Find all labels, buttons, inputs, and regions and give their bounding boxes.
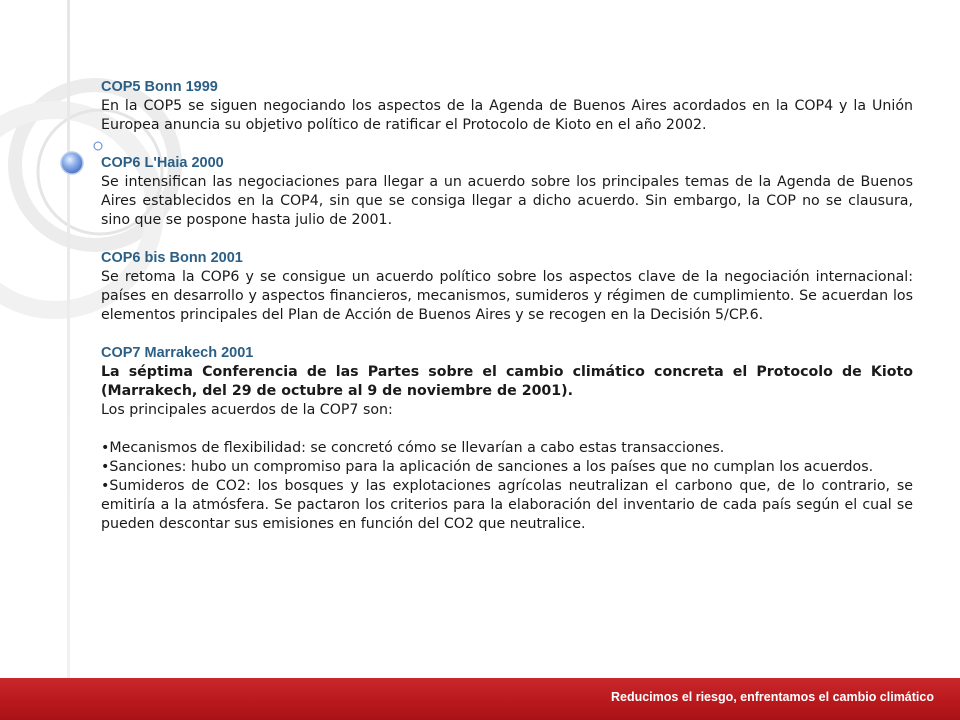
section-text-cop5: En la COP5 se siguen negociando los aspectos de la Agenda de Buenos Aires acordados en la COP4 y la Unión Europea anuncia su objetivo político de ratificar el Protocolo de Kioto en el año 2002. [101,98,913,133]
section-bold-text-cop7: La séptima Conferencia de las Partes sobre el cambio climático concreta el Protocolo de Kioto (Marrakech, del 29 de octubre al 9 de noviembre de 2001). [101,364,913,399]
orb-icon [61,152,83,174]
footer-slogan: Reducimos el riesgo, enfrentamos el cambio climático [610,690,934,704]
section-heading-cop6-bis: COP6 bis Bonn 2001 [101,250,243,266]
section-text-cop6-bis: Se retoma la COP6 y se consigue un acuerdo político sobre los aspectos clave de la negociación internacional: países en desarrollo y aspectos financieros, mecanismos, sumideros y régimen de cumplimiento. Se acuerdan los elementos principales del Plan de Acción de Buenos Aires y se recogen en la Decisión 5/CP.6. [101,269,913,323]
spacer [101,325,913,344]
bullet-item: •Sumideros de CO2: los bosques y las explotaciones agrícolas neutralizan el carbono que, de lo contrario, se emitiría a la atmósfera. Se pactaron los criterios para la elaboración del inventario de cada país según el cual se pueden descontar sus emisiones en función del CO2 que neutralice. [101,478,913,532]
spacer [101,420,913,439]
section-heading-cop6: COP6 L'Haia 2000 [101,155,224,171]
section-heading-cop5: COP5 Bonn 1999 [101,79,218,95]
spacer [101,230,913,249]
bullet-item: •Sanciones: hubo un compromiso para la aplicación de sanciones a los países que no cumplan los acuerdos. [101,459,874,475]
content-area [101,78,913,534]
section-heading-cop7: COP7 Marrakech 2001 [101,345,254,361]
section-text-cop7: Los principales acuerdos de la COP7 son: [101,402,393,418]
spacer [101,135,913,154]
section-text-cop6: Se intensifican las negociaciones para llegar a un acuerdo sobre los principales temas de la Agenda de Buenos Aires establecidos en la COP4, sin que se consiga llegar a dicho acuerdo. Sin embargo, la COP no se clausura, sino que se pospone hasta julio de 2001. [101,174,913,228]
bullet-item: •Mecanismos de flexibilidad: se concretó cómo se llevarían a cabo estas transacciones. [101,440,725,456]
footer-bar [0,678,960,720]
